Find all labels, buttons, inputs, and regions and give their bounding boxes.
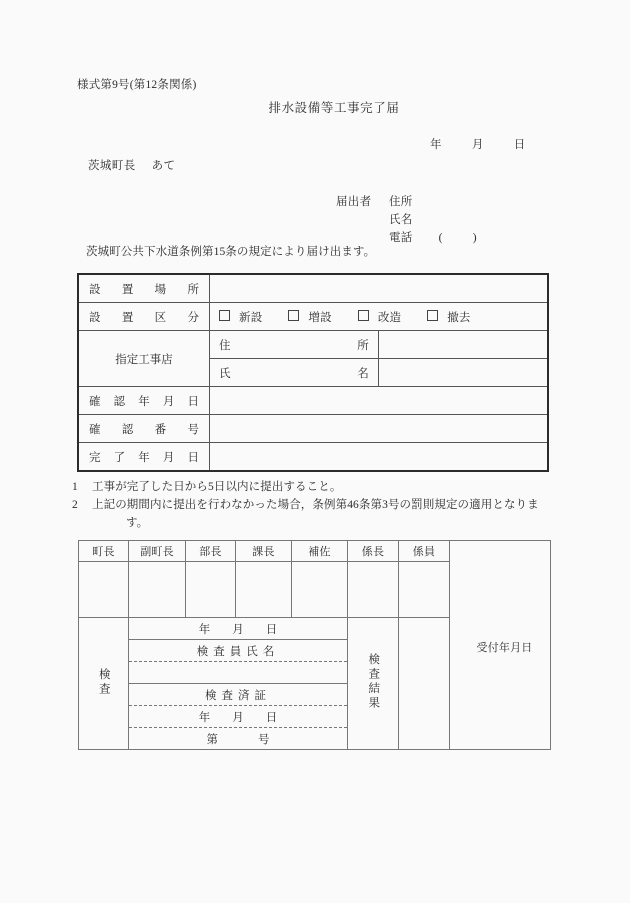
value-confirm-date[interactable] — [210, 387, 548, 415]
char: 住 — [219, 339, 231, 352]
char: 区 — [154, 311, 167, 324]
value-confirm-number[interactable] — [210, 415, 548, 443]
certificate-label-row — [129, 684, 347, 706]
char: 所 — [187, 283, 199, 296]
checkbox-icon[interactable] — [427, 310, 438, 321]
page-title: 排水設備等工事完了届 — [268, 101, 400, 115]
char: 年 — [198, 711, 211, 724]
addressee-suffix: あて — [151, 160, 176, 172]
checkbox-icon[interactable] — [358, 310, 369, 321]
signature-section-chief[interactable] — [236, 562, 292, 618]
applicant-address-label: 住所 — [389, 196, 413, 208]
char: 完 — [89, 451, 101, 464]
date-year-label: 年 — [430, 139, 442, 151]
inspection-date-row — [129, 618, 347, 640]
applicant-address-row — [389, 193, 477, 211]
inspector-name-label: 検査員氏名 — [129, 640, 347, 662]
char: 年 — [138, 395, 150, 408]
char: 認 — [121, 423, 134, 436]
paren-open: ( — [438, 232, 443, 244]
paren-close: ) — [472, 232, 477, 244]
inspection-row — [79, 618, 551, 750]
char: 名 — [357, 367, 369, 380]
value-contractor-address[interactable] — [378, 331, 547, 359]
char: 年 — [138, 451, 150, 464]
notes-section — [68, 478, 578, 532]
applicant-block — [336, 193, 477, 247]
approval-col-section-chief: 課長 — [236, 541, 292, 562]
label-confirm-date — [79, 387, 210, 415]
char: 月 — [232, 623, 244, 636]
note-item — [68, 478, 578, 496]
install-category-options — [210, 303, 548, 331]
certificate-date-row — [129, 706, 347, 728]
checkbox-icon[interactable] — [288, 310, 299, 321]
checkbox-label: 新設 — [239, 311, 263, 324]
receipt-date-label: 受付年月日 — [476, 642, 533, 654]
signature-division-chief[interactable] — [186, 562, 236, 618]
table-row-install-category — [79, 303, 547, 331]
inspector-name-value-row — [129, 662, 347, 684]
table-row-install-location — [79, 275, 547, 303]
certificate-date-labels[interactable] — [129, 706, 347, 728]
addressee — [88, 157, 175, 173]
inspection-detail-cell — [129, 618, 348, 750]
applicant-phone-row — [389, 229, 477, 247]
note-item — [68, 496, 578, 532]
signature-deputy-mayor[interactable] — [129, 562, 186, 618]
date-line — [430, 136, 525, 152]
char: 年 — [198, 623, 211, 636]
char: 認 — [113, 395, 126, 408]
char: 日 — [187, 451, 199, 464]
certificate-number-labels[interactable] — [129, 728, 347, 750]
label-completion-date — [79, 443, 210, 471]
phone-parens — [439, 229, 477, 247]
inspection-result-label: 検査結果 — [367, 653, 380, 711]
char: 番 — [154, 423, 167, 436]
checkbox-icon[interactable] — [219, 310, 230, 321]
char: 確 — [89, 395, 101, 408]
approval-col-staff: 係員 — [399, 541, 450, 562]
char: 設 — [89, 311, 101, 324]
inspection-result-value[interactable] — [399, 618, 551, 750]
inspector-name-value[interactable] — [129, 662, 347, 684]
char: 第 — [206, 733, 218, 746]
char: 月 — [232, 711, 244, 724]
char: 場 — [154, 283, 167, 296]
char: 号 — [258, 733, 270, 746]
char: 月 — [162, 395, 175, 408]
statement-text: 茨城町公共下水道条例第15条の規定により届け出ます。 — [86, 246, 376, 258]
char: 号 — [187, 423, 199, 436]
certificate-label: 検査済証 — [129, 684, 347, 706]
checkbox-option-removal[interactable] — [427, 309, 470, 325]
note-text: 工事が完了した日から5日以内に提出すること。 — [92, 481, 342, 493]
table-row-confirm-number — [79, 415, 547, 443]
checkbox-option-extension[interactable] — [288, 309, 331, 325]
char: 確 — [89, 423, 101, 436]
char: 置 — [121, 283, 134, 296]
inspector-name-label-row — [129, 640, 347, 662]
value-completion-date[interactable] — [210, 443, 548, 471]
signature-mayor[interactable] — [79, 562, 129, 618]
note-text: 上記の期間内に提出を行わなかった場合，条例第46条第3号の罰則規定の適用となりま — [92, 499, 539, 511]
char: 置 — [121, 311, 134, 324]
char: 氏 — [219, 367, 231, 380]
label-contractor-address — [210, 331, 379, 359]
label-contractor: 指定工事店 — [79, 331, 210, 387]
label-contractor-name — [210, 359, 379, 387]
date-month-label: 月 — [471, 139, 484, 151]
approval-col-mayor: 町長 — [79, 541, 129, 562]
value-install-location[interactable] — [210, 275, 548, 303]
table-row-confirm-date — [79, 387, 547, 415]
char: 了 — [113, 451, 126, 464]
checkbox-option-remodel[interactable] — [358, 309, 401, 325]
inspection-result-label-cell — [348, 618, 399, 750]
checkbox-label: 改造 — [377, 311, 402, 324]
char: 日 — [187, 395, 199, 408]
char: 設 — [89, 283, 101, 296]
char: 日 — [265, 711, 278, 724]
applicant-name-row — [389, 211, 477, 229]
label-confirm-number — [79, 415, 210, 443]
approval-header-row — [79, 541, 551, 562]
date-day-label: 日 — [513, 139, 526, 151]
signature-subsection-chief[interactable] — [348, 562, 399, 618]
inspection-date-labels[interactable] — [129, 618, 347, 640]
approval-table — [78, 540, 550, 750]
approval-col-assistant: 補佐 — [292, 541, 348, 562]
note-number: 1 — [72, 481, 78, 493]
table-row-completion-date — [79, 443, 547, 471]
char: 所 — [357, 339, 369, 352]
char: 分 — [187, 311, 199, 324]
table-row-contractor-address — [79, 331, 547, 359]
note-text-continued: す。 — [126, 517, 149, 529]
label-install-category — [79, 303, 210, 331]
addressee-name: 茨城町長 — [88, 160, 136, 172]
applicant-label: 届出者 — [336, 196, 372, 208]
checkbox-option-new[interactable] — [219, 309, 262, 325]
approval-col-deputy-mayor: 副町長 — [129, 541, 186, 562]
approval-col-subsection-chief: 係長 — [348, 541, 399, 562]
note-number: 2 — [72, 499, 78, 511]
form-code: 様式第9号(第12条関係) — [77, 79, 197, 91]
inspection-label: 検査 — [97, 667, 110, 697]
approval-col-division-chief: 部長 — [186, 541, 236, 562]
label-install-location — [79, 275, 210, 303]
char: 月 — [162, 451, 175, 464]
char: 日 — [265, 623, 278, 636]
applicant-phone-label: 電話 — [389, 232, 413, 244]
certificate-number-row — [129, 728, 347, 750]
checkbox-label: 増設 — [308, 311, 332, 324]
signature-staff[interactable] — [399, 562, 450, 618]
applicant-name-label: 氏名 — [389, 214, 413, 226]
main-table — [77, 273, 549, 472]
value-contractor-name[interactable] — [378, 359, 547, 387]
checkbox-label: 撤去 — [447, 311, 471, 324]
signature-assistant[interactable] — [292, 562, 348, 618]
inspection-label-cell — [79, 618, 129, 750]
